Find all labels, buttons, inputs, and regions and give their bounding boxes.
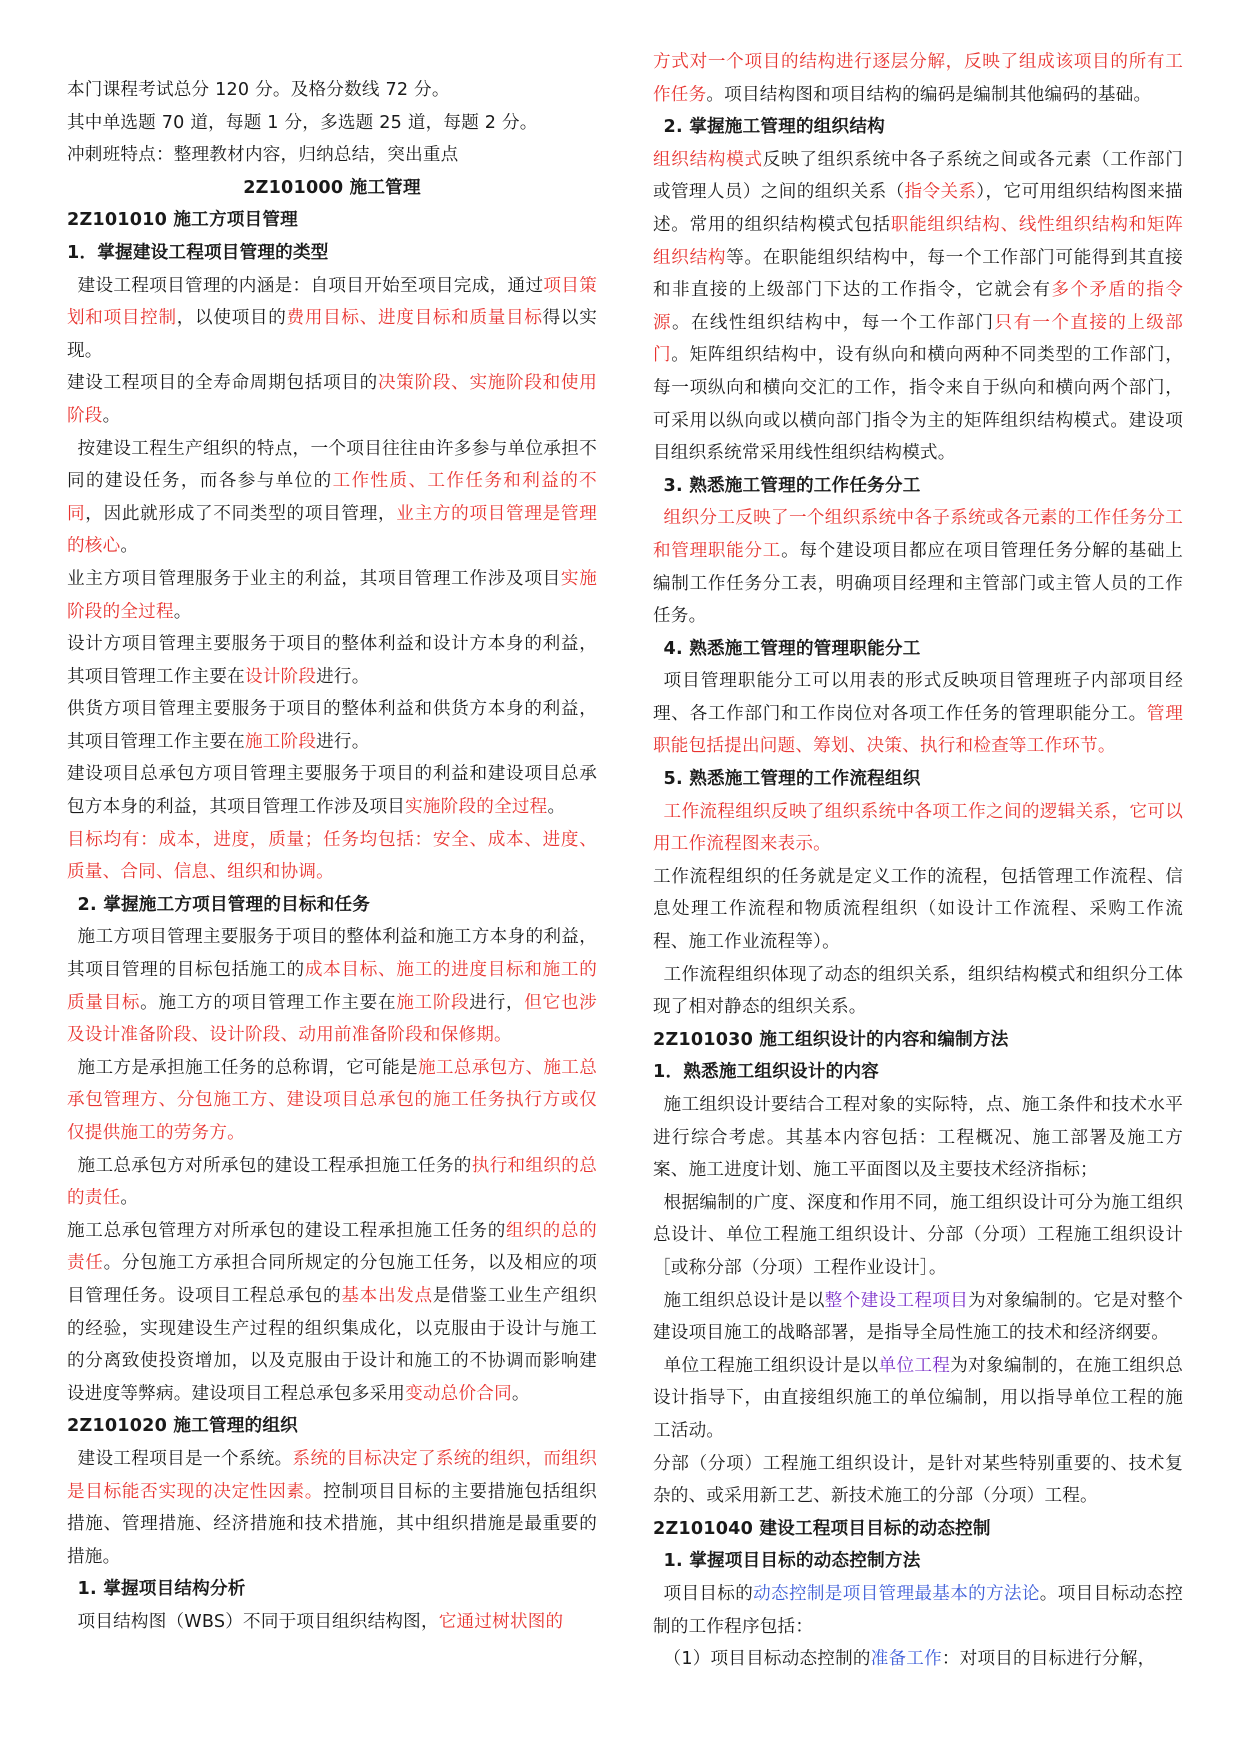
text-run: 等。在职能组织结构中，每一个工作部门可能得到其直接和非直接的上级部门下达的工作指令，它就会有 — [653, 247, 1183, 301]
text-run: 2Z101020 施工管理的组织 — [67, 1416, 298, 1437]
highlighted-text: 工作流程组织反映了组织系统中各项工作之间的逻辑关系，它可以用工作流程图来表示。 — [653, 801, 1183, 855]
text-run: ，因此就形成了不同类型的项目管理， — [85, 503, 397, 524]
left-paragraph — [67, 433, 597, 563]
right-paragraph — [653, 1089, 1183, 1187]
highlighted-text: 成本目标、施工的进度目标和施工的质量目标 — [67, 960, 597, 1013]
text-run: 施工总承包管理方对所承包的建设工程承担施工任务的 — [67, 1220, 507, 1241]
right-column — [653, 46, 1183, 1676]
right-paragraph — [653, 144, 1183, 470]
right-paragraph — [653, 1187, 1183, 1285]
left-paragraph — [67, 1052, 597, 1150]
text-run: 。 — [173, 601, 192, 622]
text-run: 冲刺班特点：整理教材内容，归纳总结，突出重点 — [67, 145, 459, 166]
text-run: 1. 掌握项目目标的动态控制方法 — [663, 1551, 921, 1572]
text-run: 建设工程项目的全寿命周期包括项目的 — [67, 373, 378, 394]
text-run: 。在线性组织结构中，每一个工作部门 — [671, 312, 995, 333]
text-run: 2Z101010 施工方项目管理 — [67, 210, 298, 231]
text-run: 得以实现。 — [67, 308, 598, 361]
left-paragraph — [67, 628, 597, 693]
highlighted-text: 实施阶段的全过程 — [405, 797, 548, 818]
left-paragraph — [67, 921, 597, 1051]
left-paragraph — [67, 270, 597, 368]
left-paragraph — [67, 237, 597, 270]
text-run: 施工方项目管理主要服务于项目的整体利益和施工方本身的利益，其项目管理的目标包括施工的 — [67, 927, 597, 981]
left-column — [67, 74, 597, 1639]
text-run: 为对象编制的。它是对整个建设项目施工的战略部署，是指导全局性施工的技术和经济纲要。 — [653, 1290, 1183, 1344]
right-paragraph — [653, 665, 1183, 763]
text-run: 。矩阵组织结构中，设有纵向和横向两种不同类型的工作部门，每一项纵向和横向交汇的工作，指令来自于纵向和横向两个部门，可采用以纵向或以横向部门指令为主的矩阵组织结构模式。建设项目组织系统常采用线性组织结构模式。 — [653, 345, 1183, 464]
text-run: 1. 掌握项目结构分析 — [77, 1579, 246, 1600]
left-paragraph — [67, 1573, 597, 1606]
highlighted-text: 只有一个直接的上级部门 — [653, 312, 1184, 366]
text-run: 控制项目目标的主要措施包括组织措施、管理措施、经济措施和技术措施，其中组织措施是最重要的措施。 — [67, 1481, 597, 1567]
left-paragraph — [67, 889, 597, 922]
highlighted-text: 项目策划和项目控制 — [67, 275, 598, 329]
text-run: 2Z101040 建设工程项目目标的动态控制 — [653, 1518, 991, 1539]
left-paragraph — [67, 107, 597, 140]
right-paragraph — [653, 959, 1183, 1024]
highlighted-text: 单位工程 — [878, 1355, 951, 1376]
left-paragraph — [67, 1410, 597, 1443]
right-paragraph — [653, 1643, 1183, 1676]
left-paragraph — [67, 1150, 597, 1215]
text-run: 。 — [547, 797, 566, 818]
text-run: 是借鉴工业生产组织的经验，实现建设生产过程的组织集成化，以克服由于设计与施工的分离致使投资增加，以及克服由于设计和施工的不协调而影响建设进度等弊病。建设项目工程总承包多采用 — [67, 1285, 597, 1404]
left-paragraph — [67, 74, 597, 107]
text-run: ），它可用组织结构图来描述。常用的组织结构模式包括 — [653, 182, 1183, 235]
text-run: 2Z101000 施工管理 — [243, 177, 421, 198]
text-run: 供货方项目管理主要服务于项目的整体利益和供货方本身的利益，其项目管理工作主要在 — [67, 699, 597, 752]
text-run: ，以使项目的 — [176, 308, 287, 329]
text-run: 工作流程组织体现了动态的组织关系，组织结构模式和组织分工体现了相对静态的组织关系。 — [653, 964, 1183, 1018]
text-run: 5. 熟悉施工管理的工作流程组织 — [663, 769, 921, 790]
left-paragraph — [67, 563, 597, 628]
text-run: 。每个建设项目都应在项目管理任务分解的基础上编制工作任务分工表，明确项目经理和主管部门或主管人员的工作任务。 — [653, 540, 1184, 627]
right-paragraph — [653, 1448, 1183, 1513]
right-paragraph — [653, 1578, 1183, 1643]
text-run: 施工组织总设计是以 — [663, 1290, 825, 1311]
highlighted-text: 动态控制是项目管理最基本的方法论 — [753, 1583, 1040, 1604]
text-run: 建设工程项目是一个系统。 — [77, 1448, 293, 1469]
highlighted-text: 管理职能包括提出问题、筹划、决策、执行和检查等工作环节。 — [653, 703, 1183, 757]
right-paragraph — [653, 796, 1183, 861]
highlighted-text: 实施阶段的全过程 — [67, 568, 597, 622]
text-run: 业主方项目管理服务于业主的利益，其项目管理工作涉及项目 — [67, 568, 561, 589]
text-run: 进行。 — [316, 666, 370, 687]
right-paragraph — [653, 1513, 1183, 1546]
highlighted-text: 指令关系 — [904, 182, 977, 203]
highlighted-text: 它通过树状图的 — [438, 1611, 564, 1632]
highlighted-text: 决策阶段、实施阶段和使用阶段 — [67, 373, 597, 426]
highlighted-text: 系统的目标决定了系统的组织，而组织是目标能否实现的决定性因素。 — [67, 1448, 597, 1502]
right-paragraph — [653, 111, 1183, 144]
text-run: 其中单选题 70 道，每题 1 分，多选题 25 道，每题 2 分。 — [67, 112, 538, 133]
text-run: 施工组织设计要结合工程对象的实际特，点、施工条件和技术水平进行综合考虑。其基本内容包括：工程概况、施工部署及施工方案、施工进度计划、施工平面图以及主要技术经济指标； — [653, 1095, 1183, 1181]
highlighted-text: 施工阶段 — [244, 731, 317, 752]
right-paragraph — [653, 763, 1183, 796]
text-run: 1．掌握建设工程项目管理的类型 — [67, 242, 329, 263]
text-run: 3. 熟悉施工管理的工作任务分工 — [663, 475, 921, 496]
left-paragraph — [67, 758, 597, 823]
text-run: 1．熟悉施工组织设计的内容 — [653, 1062, 879, 1083]
highlighted-text: 设计阶段 — [244, 666, 317, 687]
text-run: ：对项目的目标进行分解， — [941, 1649, 1156, 1670]
text-run: 。分包施工方承担合同所规定的分包施工任务，以及相应的项目管理任务。设项目工程总承包的 — [67, 1253, 597, 1306]
highlighted-text: 准备工作 — [870, 1649, 942, 1670]
highlighted-text: 组织结构模式 — [653, 149, 763, 170]
text-run: 。 — [120, 536, 139, 557]
highlighted-text: 施工总承包方、施工总承包管理方、分包施工方、建设项目总承包的施工任务执行方或仅仅提供施工的劳务方。 — [67, 1057, 597, 1143]
text-run: 。项目结构图和项目结构的编码是编制其他编码的基础。 — [706, 84, 1152, 105]
right-paragraph — [653, 46, 1183, 111]
highlighted-text: 业主方的项目管理是管理的核心 — [67, 503, 598, 557]
highlighted-text: 组织分工反映了一个组织系统中各子系统或各元素的工作任务分工和管理职能分工 — [653, 508, 1183, 561]
left-paragraph — [67, 693, 597, 758]
right-paragraph — [653, 502, 1183, 632]
right-paragraph — [653, 633, 1183, 666]
text-run: 。项目目标动态控制的工作程序包括： — [653, 1583, 1183, 1637]
left-paragraph — [67, 172, 597, 205]
left-paragraph — [67, 824, 597, 889]
text-run: 2. 掌握施工方项目管理的目标和任务 — [77, 894, 371, 915]
text-run: 为对象编制的，在施工组织总设计指导下，由直接组织施工的单位编制，用以指导单位工程的施工活动。 — [653, 1355, 1183, 1441]
left-paragraph — [67, 1443, 597, 1573]
highlighted-text: 工作性质、工作任务和利益的不同 — [67, 471, 597, 524]
left-paragraph — [67, 1215, 597, 1411]
text-run: （1）项目目标动态控制的 — [663, 1649, 871, 1670]
text-run: 建设项目总承包方项目管理主要服务于项目的利益和建设项目总承包方本身的利益，其项目管理工作涉及项目 — [67, 764, 597, 818]
right-paragraph — [653, 470, 1183, 503]
text-run: 。 — [511, 1383, 530, 1404]
right-paragraph — [653, 1350, 1183, 1448]
right-paragraph — [653, 1285, 1183, 1350]
highlighted-text: 执行和组织的总的责任 — [67, 1155, 597, 1209]
text-run: 项目管理职能分工可以用表的形式反映项目管理班子内部项目经理、各工作部门和工作岗位对各项工作任务的管理职能分工。 — [653, 671, 1183, 724]
text-run: 2. 掌握施工管理的组织结构 — [663, 117, 885, 138]
highlighted-text: 组织的总的责任 — [67, 1220, 597, 1274]
text-run: 本门课程考试总分 120 分。及格分数线 72 分。 — [67, 80, 450, 100]
text-run: 项目目标的 — [663, 1583, 754, 1604]
text-run: 2Z101030 施工组织设计的内容和编制方法 — [653, 1029, 1009, 1050]
highlighted-text: 方式对一个项目的结构进行逐层分解，反映了组成该项目的所有工作任务 — [653, 52, 1183, 105]
text-run: 根据编制的广度、深度和作用不同，施工组织设计可分为施工组织总设计、单位工程施工组织设计、分部（分项）工程施工组织设计［或称分部（分项）工程作业设计］。 — [653, 1192, 1183, 1278]
highlighted-text: 施工阶段 — [396, 992, 470, 1013]
text-run: 反映了组织系统中各子系统之间或各元素（工作部门或管理人员）之间的组织关系（ — [653, 149, 1183, 203]
text-run: 进行。 — [316, 731, 370, 752]
text-run: 施工方是承担施工任务的总称谓，它可能是 — [77, 1057, 418, 1078]
text-run: 进行， — [469, 992, 525, 1013]
text-run: 按建设工程生产组织的特点，一个项目往往由许多参与单位承担不同的建设任务，而各参与单位的 — [67, 438, 597, 492]
text-run: 。 — [120, 1188, 139, 1209]
highlighted-text: 变动总价合同 — [405, 1383, 512, 1404]
text-run: 设计方项目管理主要服务于项目的整体利益和设计方本身的利益，其项目管理工作主要在 — [67, 634, 597, 687]
right-paragraph — [653, 1056, 1183, 1089]
left-paragraph — [67, 1606, 597, 1639]
highlighted-text: 费用目标、进度目标和质量目标 — [286, 308, 543, 329]
text-run: 工作流程组织的任务就是定义工作的流程，包括管理工作流程、信息处理工作流程和物质流程组织（如设计工作流程、采购工作流程、施工作业流程等）。 — [653, 866, 1183, 953]
right-paragraph — [653, 861, 1183, 959]
highlighted-text: 基本出发点 — [341, 1285, 433, 1306]
highlighted-text: 多个矛盾的指令源 — [653, 280, 1184, 333]
text-run: 4. 熟悉施工管理的管理职能分工 — [663, 638, 921, 659]
text-run: 。 — [102, 405, 121, 426]
text-run: 单位工程施工组织设计是以 — [663, 1355, 879, 1376]
highlighted-text: 职能组织结构、线性组织结构和矩阵组织结构 — [653, 214, 1183, 268]
text-run: 施工总承包方对所承包的建设工程承担施工任务的 — [77, 1155, 472, 1176]
highlighted-text: 整个建设工程项目 — [824, 1290, 969, 1311]
text-run: 分部（分项）工程施工组织设计，是针对某些特别重要的、技术复杂的、或采用新工艺、新技术施工的分部（分项）工程。 — [653, 1453, 1183, 1507]
text-run: 项目结构图（WBS）不同于项目组织结构图， — [77, 1611, 439, 1632]
left-paragraph — [67, 204, 597, 237]
text-run: 建设工程项目管理的内涵是：自项目开始至项目完成，通过 — [77, 275, 544, 296]
left-paragraph — [67, 139, 597, 172]
highlighted-text: 目标均有：成本，进度，质量；任务均包括：安全、成本、进度、质量、合同、信息、组织和协调。 — [67, 829, 597, 883]
text-run: 。施工方的项目管理工作主要在 — [140, 992, 397, 1013]
highlighted-text: 但它也涉及设计准备阶段、设计阶段、动用前准备阶段和保修期。 — [67, 992, 597, 1046]
left-paragraph — [67, 367, 597, 432]
right-paragraph — [653, 1545, 1183, 1578]
right-paragraph — [653, 1024, 1183, 1057]
